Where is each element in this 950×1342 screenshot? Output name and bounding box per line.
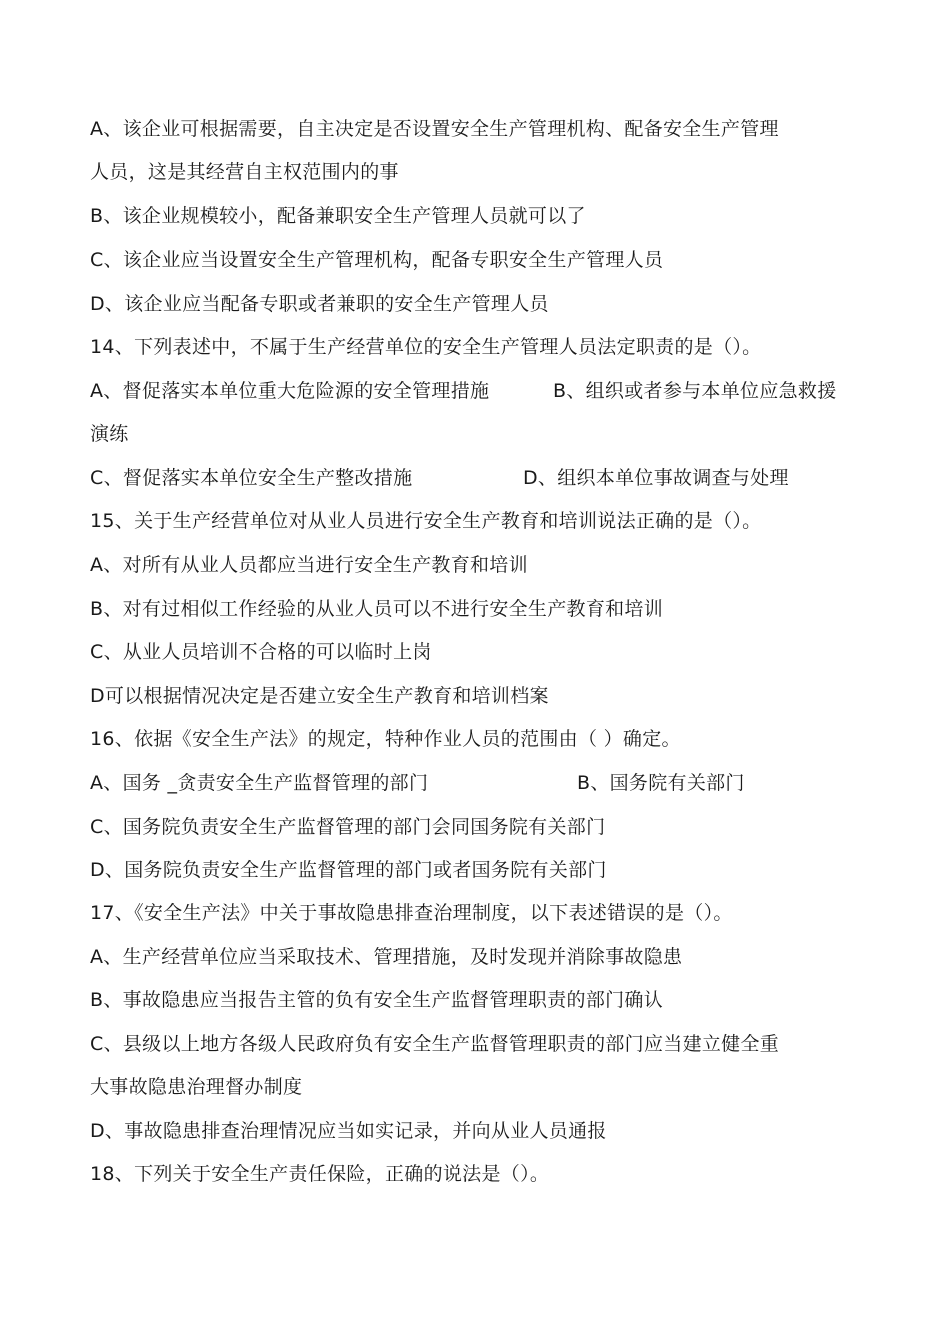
q15-option-b: B、对有过相似工作经验的从业人员可以不进行安全生产教育和培训: [90, 598, 664, 620]
q14-option-d: D、组织本单位事故调查与处理: [523, 467, 789, 489]
q14-option-a: A、督促落实本单位重大危险源的安全管理措施: [90, 380, 490, 402]
q14-question: 14、下列表述中，不属于生产经营单位的安全生产管理人员法定职责的是（）。: [90, 336, 762, 358]
q16-option-d: D、国务院负责安全生产监督管理的部门或者国务院有关部门: [90, 859, 607, 881]
q13-option-b: B、该企业规模较小，配备兼职安全生产管理人员就可以了: [90, 205, 586, 227]
q16-option-b: B、国务院有关部门: [577, 772, 745, 794]
q16-question: 16、依据《安全生产法》的规定，特种作业人员的范围由（ ）确定。: [90, 728, 681, 750]
q16-option-a: A、国务 _贪责安全生产监督管理的部门: [90, 772, 429, 794]
q15-question: 15、关于生产经营单位对从业人员进行安全生产教育和培训说法正确的是（）。: [90, 510, 762, 532]
q13-option-d: D、该企业应当配备专职或者兼职的安全生产管理人员: [90, 293, 549, 315]
q17-option-c-cont: 大事故隐患治理督办制度: [90, 1076, 303, 1098]
q15-option-c: C、从业人员培训不合格的可以临时上岗: [90, 641, 432, 663]
q15-option-d: D可以根据情况决定是否建立安全生产教育和培训档案: [90, 685, 549, 707]
q18-question: 18、下列关于安全生产责任保险，正确的说法是（）。: [90, 1163, 550, 1185]
q13-option-a: A、该企业可根据需要，自主决定是否设置安全生产管理机构、配备安全生产管理: [90, 118, 779, 140]
q13-option-a-cont: 人员，这是其经营自主权范围内的事: [90, 161, 399, 183]
q15-option-a: A、对所有从业人员都应当进行安全生产教育和培训: [90, 554, 528, 576]
q14-option-c: C、督促落实本单位安全生产整改措施: [90, 467, 413, 489]
q16-option-c: C、国务院负责安全生产监督管理的部门会同国务院有关部门: [90, 816, 606, 838]
q17-option-a: A、生产经营单位应当采取技术、管理措施，及时发现并消除事故隐患: [90, 946, 683, 968]
q17-option-c: C、县级以上地方各级人民政府负有安全生产监督管理职责的部门应当建立健全重: [90, 1033, 780, 1055]
q17-option-b: B、事故隐患应当报告主管的负有安全生产监督管理职责的部门确认: [90, 989, 664, 1011]
q17-option-d: D、事故隐患排查治理情况应当如实记录，并向从业人员通报: [90, 1120, 607, 1142]
q14-option-b: B、组织或者参与本单位应急救援: [553, 380, 837, 402]
q13-option-c: C、该企业应当设置安全生产管理机构，配备专职安全生产管理人员: [90, 249, 664, 271]
q17-question: 17、《安全生产法》中关于事故隐患排查治理制度，以下表述错误的是（）。: [90, 902, 733, 924]
q14-option-b-cont: 演练: [90, 423, 129, 445]
